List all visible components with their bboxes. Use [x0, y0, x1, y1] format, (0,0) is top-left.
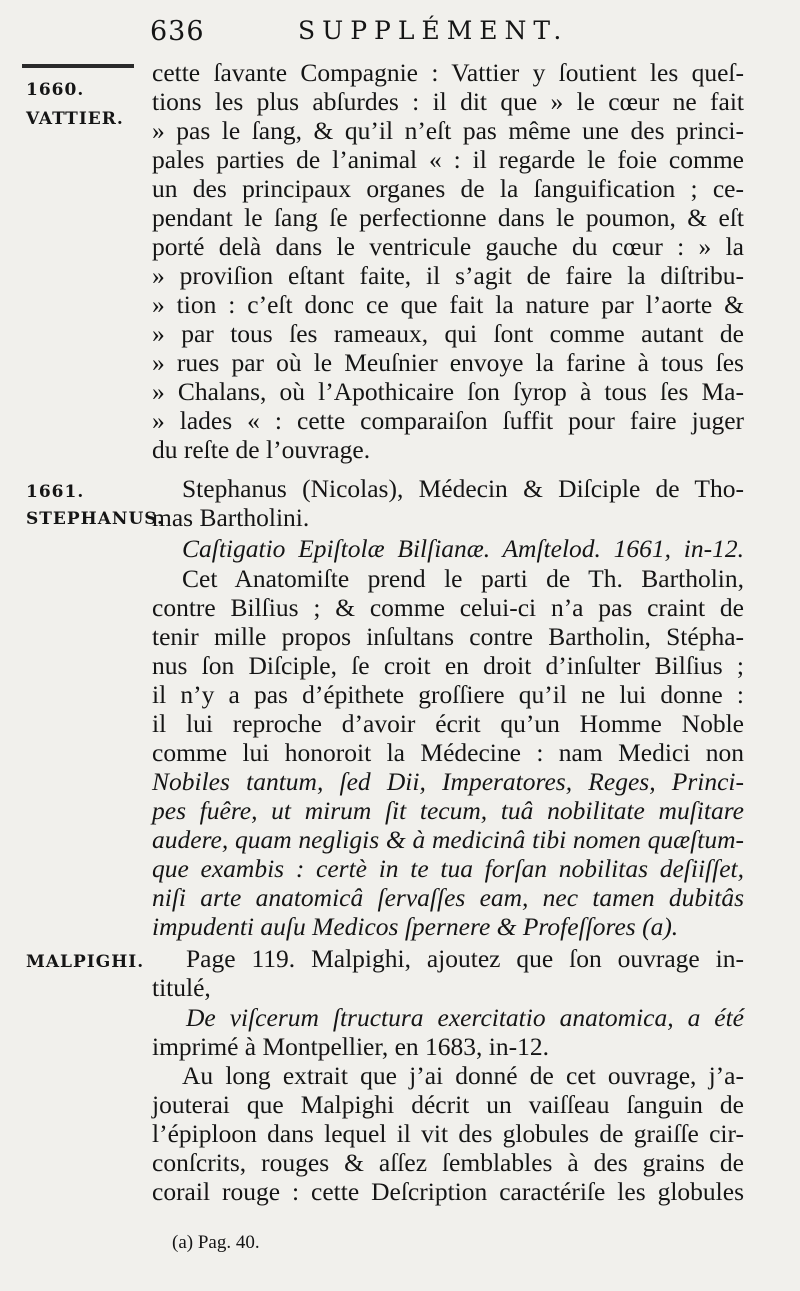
- margin-author-vattier: VATTIER.: [26, 109, 124, 129]
- text-line: mas Bartholini.: [152, 503, 310, 532]
- text-line-latin: Nobiles tantum, ſed Dii, Imperatores, Reges, Princi-: [152, 767, 744, 796]
- text-line-latin: pes fuêre, ut mirum ſit tecum, tuâ nobilitate muſitare: [152, 796, 744, 825]
- footnote: (a) Pag. 40.: [172, 1232, 260, 1253]
- text-line: » pas le ſang, & qu’il n’eſt pas même une des princi-: [152, 116, 744, 145]
- text-line: jouterai que Malpighi décrit un vaiſſeau ſanguin de: [152, 1090, 744, 1119]
- text-line: » proviſion eſtant faite, il s’agit de faire la diſtribu-: [152, 261, 744, 290]
- text-line: Page 119. Malpighi, ajoutez que ſon ouvrage in-: [186, 944, 744, 973]
- text-line-latin: que exambis : certè in te tua forſan nobilitas deſiiſſet,: [152, 854, 744, 883]
- margin-author-malpighi: MALPIGHI.: [26, 952, 145, 972]
- text-line: un des principaux organes de la ſanguification ; ce-: [152, 174, 744, 203]
- text-line: l’épiploon dans lequel il vit des globules de graiſſe cir-: [152, 1119, 744, 1148]
- text-line: cette ſavante Compagnie : Vattier y ſoutient les queſ-: [152, 58, 744, 87]
- text-line: du reſte de l’ouvrage.: [152, 435, 371, 464]
- margin-year-1660: 1660.: [26, 80, 85, 100]
- text-line: Cet Anatomiſte prend le parti de Th. Bartholin,: [182, 564, 744, 593]
- text-line: » rues par où le Meuſnier envoye la farine à tous ſes: [152, 348, 744, 377]
- text-line: pendant le ſang ſe perfectionne dans le poumon, & eſt: [152, 203, 744, 232]
- margin-rule: [22, 64, 134, 68]
- text-line: » lades « : cette comparaiſon ſuffit pour faire juger: [152, 406, 744, 435]
- text-line: il n’y a pas d’épithete groſſiere qu’il ne lui donne :: [152, 680, 744, 709]
- text-line: tions les plus abſurdes : il dit que » le cœur ne fait: [152, 87, 744, 116]
- running-title: SUPPLÉMENT.: [298, 16, 569, 45]
- margin-year-1661: 1661.: [26, 482, 85, 502]
- text-line: » tion : c’eſt donc ce que fait la nature par l’aorte &: [152, 290, 744, 319]
- text-line: comme lui honoroit la Médecine : nam Medici non: [152, 738, 744, 767]
- text-line: nus ſon Diſciple, ſe croit en droit d’inſulter Bilſius ;: [152, 651, 744, 680]
- text-line-title: Caſtigatio Epiſtolæ Bilſianæ. Amſtelod. 1661, in-12.: [182, 534, 744, 563]
- text-line: titulé,: [152, 973, 211, 1002]
- text-line: » Chalans, où l’Apothicaire ſon ſyrop à tous ſes Ma-: [152, 377, 744, 406]
- text-line-latin: audere, quam negligis & à medicinâ tibi nomen quæſtum-: [152, 825, 744, 854]
- page-number: 636: [150, 16, 205, 47]
- text-line: corail rouge : cette Deſcription caractériſe les globules: [152, 1177, 744, 1206]
- text-line: conſcrits, rouges & aſſez ſemblables à des grains de: [152, 1148, 744, 1177]
- margin-author-stephanus: STEPHANUS.: [26, 509, 164, 529]
- text-line-latin: impudenti auſu Medicos ſpernere & Profeſſores (a).: [152, 912, 679, 941]
- text-line: il lui reproche d’avoir écrit qu’un Homme Noble: [152, 709, 744, 738]
- text-line: imprimé à Montpellier, en 1683, in-12.: [152, 1032, 549, 1061]
- text-line-latin: niſi arte anatomicâ ſervaſſes eam, nec tamen dubitâs: [152, 883, 744, 912]
- text-line-title: De viſcerum ſtructura exercitatio anatomica, a été: [186, 1003, 744, 1032]
- text-line: porté delà dans le ventricule gauche du cœur : » la: [152, 232, 744, 261]
- text-line: tenir mille propos inſultans contre Bartholin, Stépha-: [152, 622, 744, 651]
- text-line: » par tous ſes rameaux, qui ſont comme autant de: [152, 319, 744, 348]
- page-header: [0, 16, 800, 56]
- text-line: pales parties de l’animal « : il regarde le foie comme: [152, 145, 744, 174]
- text-line: Au long extrait que j’ai donné de cet ouvrage, j’a-: [182, 1061, 744, 1090]
- text-line: Stephanus (Nicolas), Médecin & Diſciple de Tho-: [182, 474, 744, 503]
- text-line: contre Bilſius ; & comme celui-ci n’a pas craint de: [152, 593, 744, 622]
